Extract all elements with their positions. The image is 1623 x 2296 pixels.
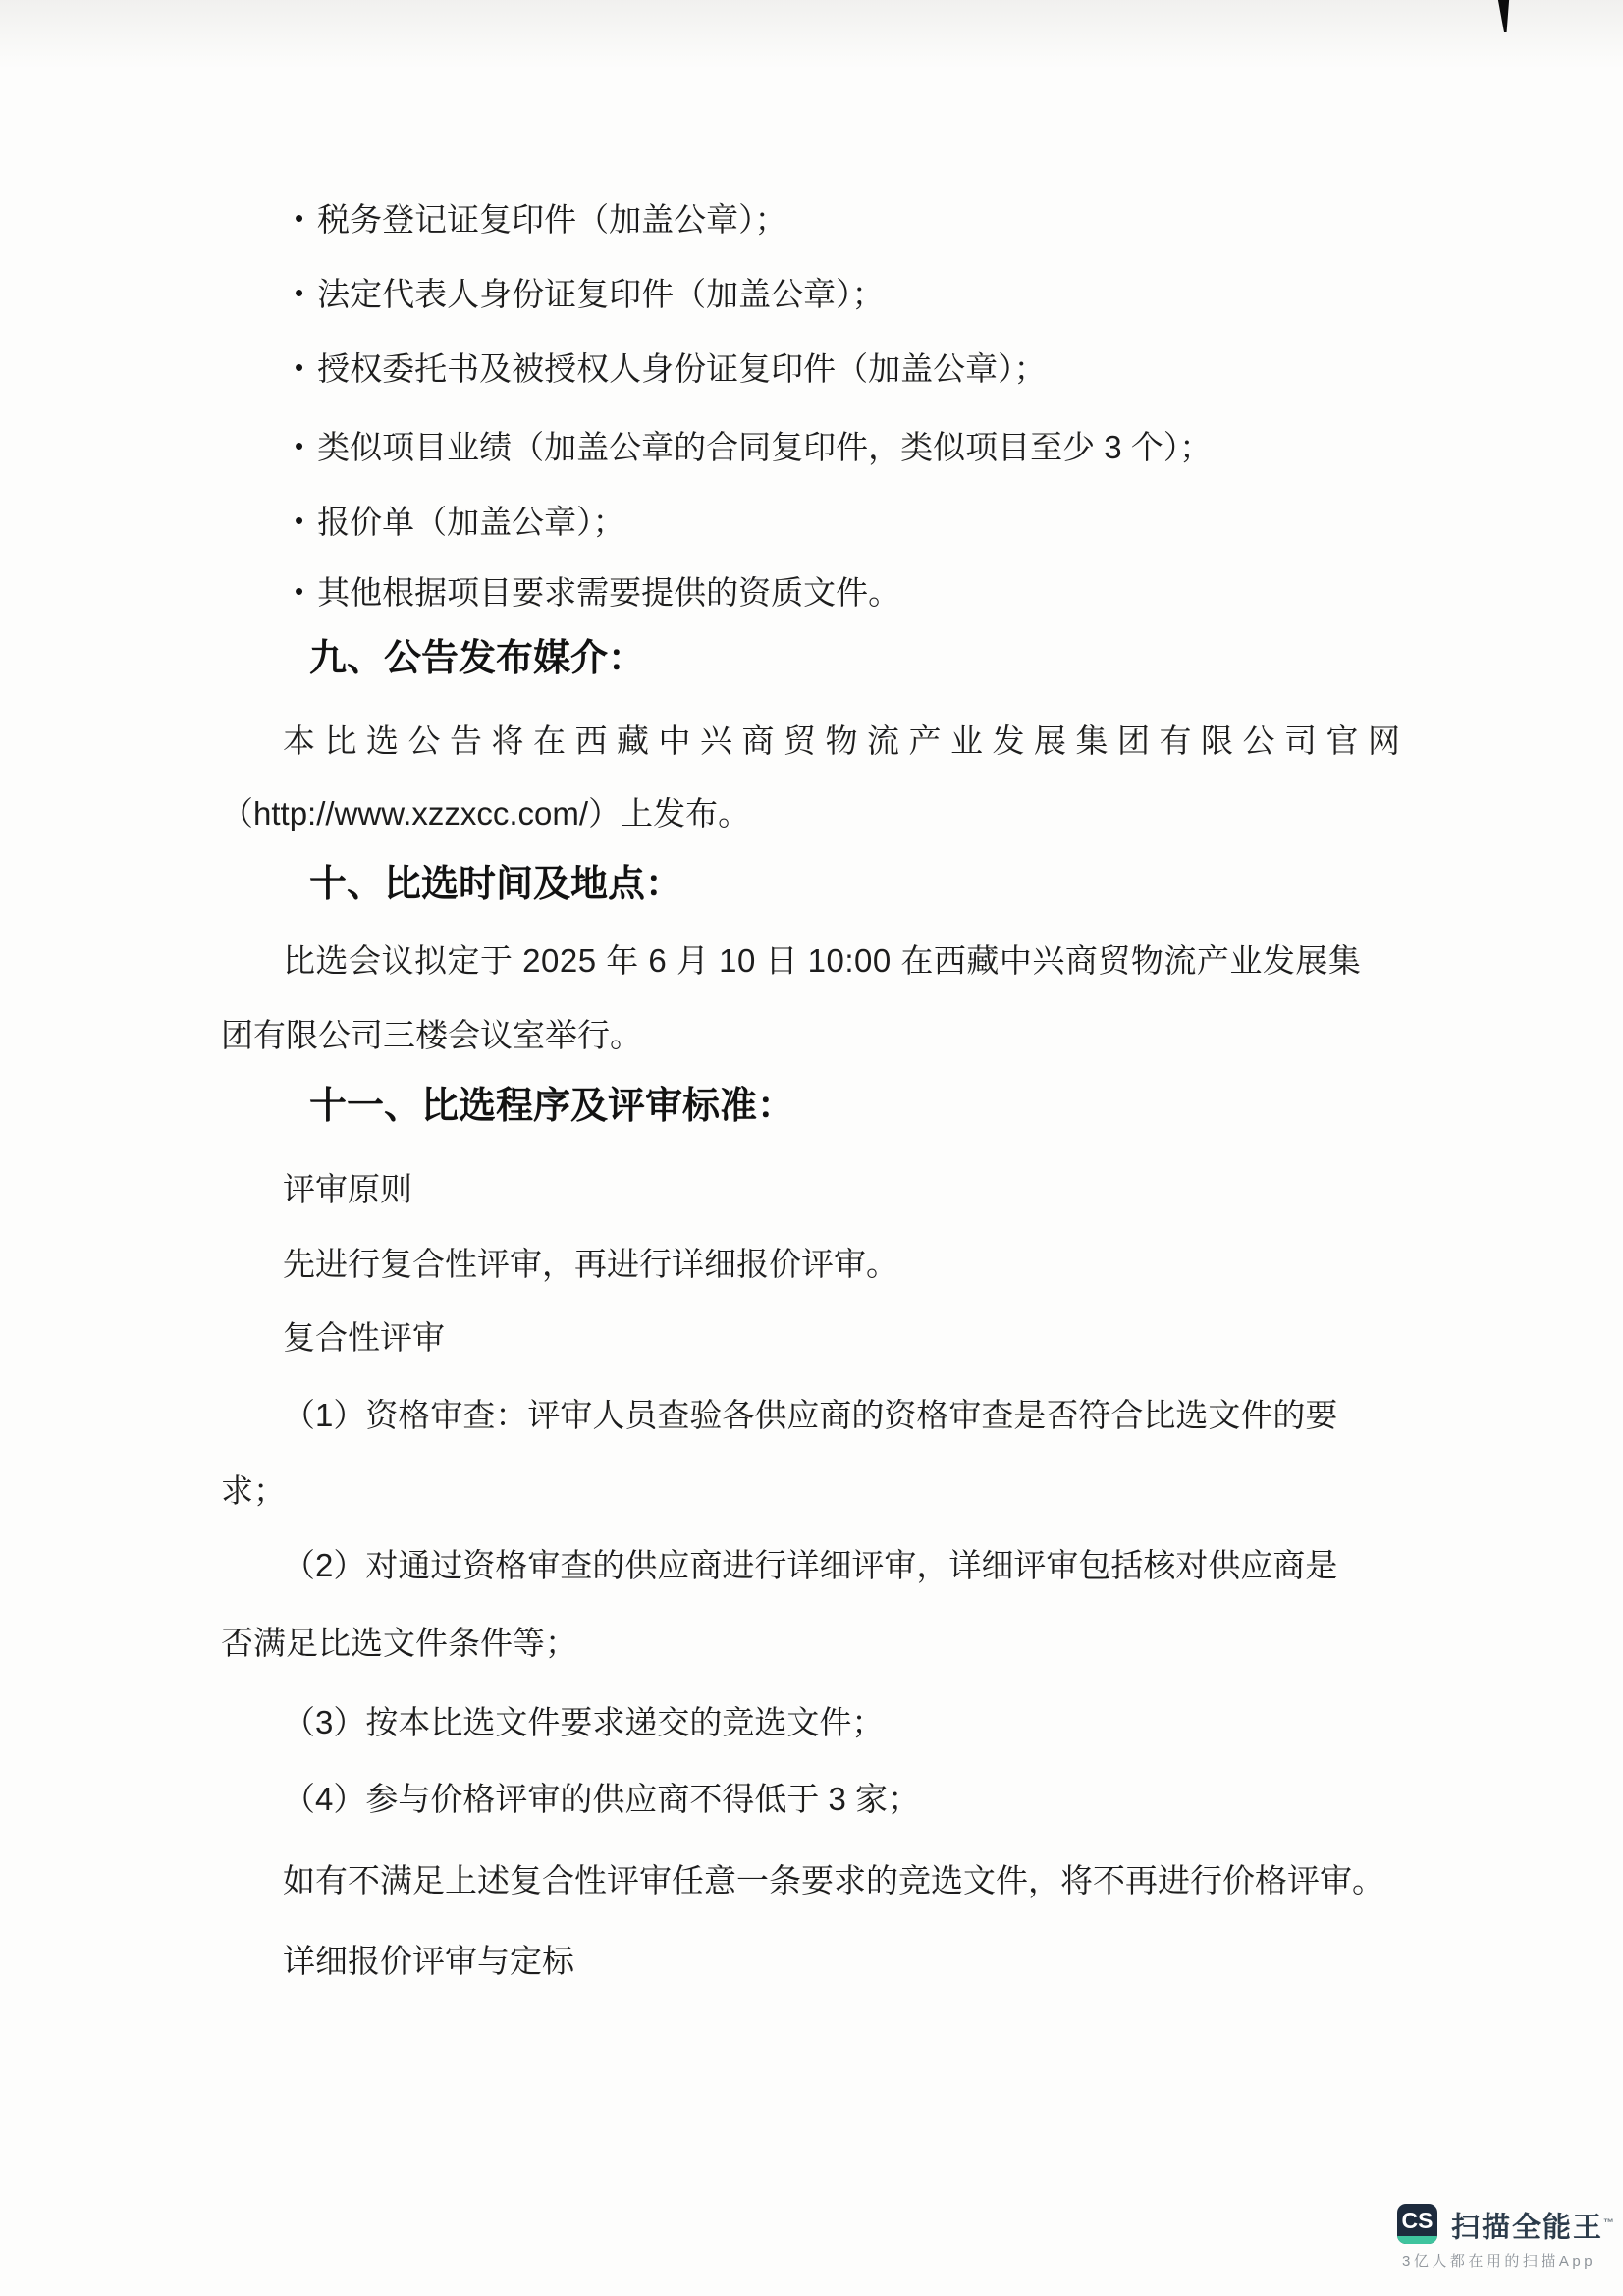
pricing-review-title: 详细报价评审与定标 bbox=[283, 1943, 574, 1979]
list-item-text: 法定代表人身份证复印件（加盖公章）； bbox=[317, 276, 885, 312]
list-item bbox=[295, 201, 787, 239]
list-item-text: 其他根据项目要求需要提供的资质文件。 bbox=[317, 574, 901, 611]
review-item3: （3）按本比选文件要求递交的竞选文件； bbox=[283, 1704, 885, 1740]
review-item2-line2: 否满足比选文件条件等； bbox=[221, 1625, 577, 1661]
camscanner-icon-letters: CS bbox=[1401, 2208, 1434, 2233]
list-item-text: 类似项目业绩（加盖公章的合同复印件，类似项目至少 3 个）； bbox=[317, 429, 1213, 465]
review-note: 如有不满足上述复合性评审任意一条要求的竞选文件，将不再进行价格评审。 bbox=[283, 1862, 1384, 1898]
section9-paragraph-line1: 本比选公告将在西藏中兴商贸物流产业发展集团有限公司官网 bbox=[283, 722, 1410, 759]
review-item1-line1: （1）资格审查：评审人员查验各供应商的资格审查是否符合比选文件的要 bbox=[283, 1397, 1338, 1433]
section9-paragraph-line2: （http://www.xzzxcc.com/）上发布。 bbox=[221, 795, 751, 831]
camscanner-watermark bbox=[1397, 2204, 1614, 2249]
list-item bbox=[295, 574, 900, 612]
camscanner-app-icon bbox=[1397, 2204, 1437, 2244]
trademark-symbol: ™ bbox=[1603, 2217, 1615, 2229]
bullet-icon: • bbox=[295, 576, 304, 607]
list-item bbox=[295, 429, 1212, 466]
bullet-icon: • bbox=[295, 203, 304, 234]
list-item bbox=[295, 350, 1047, 388]
list-item bbox=[295, 504, 625, 541]
bullet-icon: • bbox=[295, 506, 304, 536]
bullet-icon: • bbox=[295, 352, 304, 383]
list-item-text: 授权委托书及被授权人身份证复印件（加盖公章）； bbox=[317, 350, 1047, 387]
scan-shading bbox=[0, 0, 1623, 69]
review-principle-title: 评审原则 bbox=[283, 1171, 412, 1207]
bullet-icon: • bbox=[295, 431, 304, 461]
review-item2-line1: （2）对通过资格审查的供应商进行详细评审，详细评审包括核对供应商是 bbox=[283, 1547, 1338, 1583]
review-item4: （4）参与价格评审的供应商不得低于 3 家； bbox=[283, 1781, 921, 1817]
camscanner-icon-accent-band bbox=[1397, 2236, 1437, 2244]
section-heading-9: 九、公告发布媒介： bbox=[309, 638, 646, 679]
list-item bbox=[295, 276, 885, 313]
section-heading-11: 十一、比选程序及评审标准： bbox=[309, 1086, 795, 1127]
section10-paragraph-line2: 团有限公司三楼会议室举行。 bbox=[221, 1017, 642, 1053]
camscanner-tagline: 3亿人都在用的扫描App bbox=[1402, 2253, 1596, 2269]
review-item1-line2: 求； bbox=[221, 1472, 286, 1509]
review-principle-text: 先进行复合性评审，再进行详细报价评审。 bbox=[283, 1246, 898, 1282]
list-item-text: 税务登记证复印件（加盖公章）； bbox=[317, 201, 787, 238]
section10-paragraph-line1: 比选会议拟定于 2025 年 6 月 10 日 10:00 在西藏中兴商贸物流产业发展集 bbox=[283, 942, 1362, 979]
list-item-text: 报价单（加盖公章）； bbox=[317, 504, 625, 540]
section-heading-10: 十、比选时间及地点： bbox=[309, 864, 683, 905]
camscanner-app-name bbox=[1451, 2204, 1614, 2249]
bullet-icon: • bbox=[295, 278, 304, 308]
composite-review-title: 复合性评审 bbox=[283, 1319, 445, 1356]
camscanner-app-name-text: 扫描全能王 bbox=[1451, 2212, 1604, 2244]
